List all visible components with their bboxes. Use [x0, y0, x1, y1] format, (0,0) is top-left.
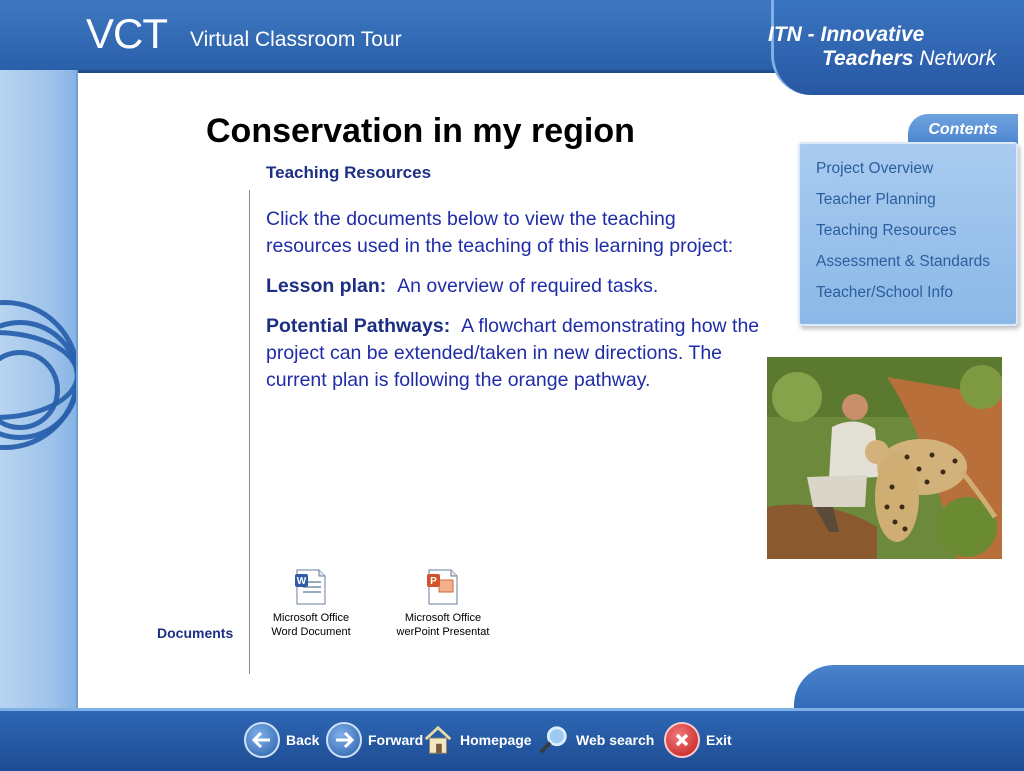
powerpoint-document-link[interactable] — [383, 568, 503, 639]
exit-button[interactable] — [664, 722, 732, 758]
back-button[interactable] — [244, 722, 319, 758]
forward-arrow-icon — [326, 722, 362, 758]
network-title-bold: Teachers — [822, 47, 914, 70]
section-heading: Teaching Resources — [266, 163, 432, 182]
vertical-divider — [249, 190, 250, 674]
network-title-line1: ITN - Innovative — [768, 23, 925, 46]
intro-paragraph: Click the documents below to view the teaching resources used in the teaching of this learning project: — [266, 208, 734, 257]
contents-item-project-overview[interactable]: Project Overview — [816, 160, 934, 177]
powerpoint-document-icon — [383, 568, 503, 611]
exit-label: Exit — [706, 732, 732, 748]
forward-button[interactable] — [326, 722, 423, 758]
network-title-line2 — [822, 47, 996, 71]
powerpoint-document-caption-line1: Microsoft Office — [404, 612, 482, 624]
close-icon — [664, 722, 700, 758]
contents-item-teacher-planning[interactable]: Teacher Planning — [816, 191, 936, 208]
contents-tab: Contents — [908, 114, 1018, 144]
back-label: Back — [286, 732, 320, 748]
vct-logo: VCT — [86, 10, 167, 57]
contents-item-assessment-standards[interactable]: Assessment & Standards — [816, 253, 991, 270]
network-title-rest: Network — [913, 47, 997, 70]
search-icon — [538, 724, 570, 756]
lesson-plan-paragraph — [266, 273, 764, 300]
pathways-paragraph — [266, 313, 764, 394]
web-search-label: Web search — [576, 732, 655, 748]
home-icon — [422, 724, 454, 756]
app-subtitle: Virtual Classroom Tour — [190, 28, 402, 51]
lesson-plan-label: Lesson plan: — [266, 275, 387, 297]
contents-menu — [798, 142, 1018, 326]
homepage-label: Homepage — [460, 732, 532, 748]
documents-label: Documents — [157, 625, 234, 641]
word-document-icon — [251, 568, 371, 611]
forward-label: Forward — [368, 732, 424, 748]
contents-item-teaching-resources[interactable]: Teaching Resources — [816, 222, 957, 239]
lesson-plan-text: An overview of required tasks. — [397, 275, 659, 297]
powerpoint-document-caption-line2: werPoint Presentat — [396, 626, 490, 638]
word-document-caption-line1: Microsoft Office — [272, 612, 350, 624]
back-arrow-icon — [244, 722, 280, 758]
word-document-caption-line2: Word Document — [271, 626, 351, 638]
svg-text:W: W — [296, 576, 307, 587]
word-document-link[interactable] — [251, 568, 371, 639]
contents-item-teacher-school-info[interactable]: Teacher/School Info — [816, 284, 954, 301]
left-frame — [0, 70, 78, 710]
pathways-label: Potential Pathways: — [266, 315, 451, 337]
homepage-button[interactable] — [422, 722, 532, 758]
web-search-button[interactable] — [538, 722, 654, 758]
pathways-text: A flowchart demonstrating how the project can be extended/taken in new directions. The current plan is following the orange pathway. — [266, 315, 760, 391]
page-title: Conservation in my region — [206, 112, 635, 150]
svg-text:P: P — [430, 576, 437, 587]
main-text — [266, 206, 764, 407]
cheetah-photo — [767, 357, 1002, 559]
